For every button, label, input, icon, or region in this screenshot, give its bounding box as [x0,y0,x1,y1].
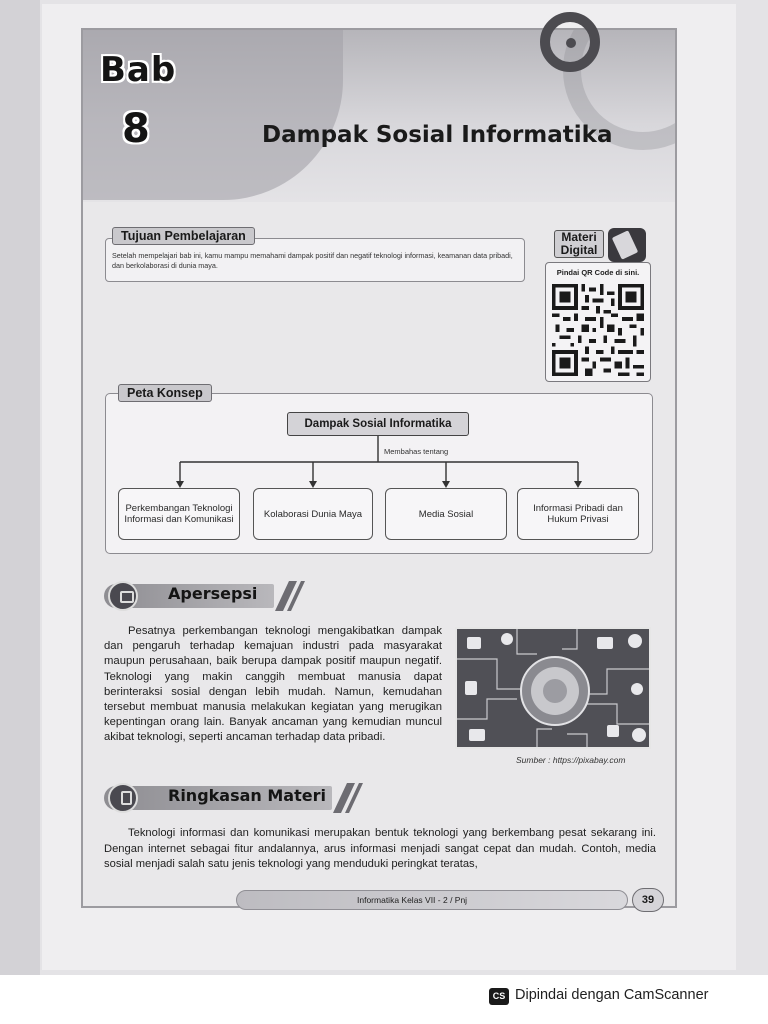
apersepsi-title: Apersepsi [168,584,258,603]
scan-shadow [0,0,40,975]
tujuan-text: Setelah mempelajari bab ini, kamu mampu memahami dampak positif dan negatif teknologi informasi, keamanan data pribadi, dan berkolaborasi di dunia maya. [112,251,513,270]
materi-label-line1: Materi [561,230,597,244]
book-icon [108,783,138,813]
briefcase-icon [108,581,138,611]
tujuan-label: Tujuan Pembelajaran [112,227,255,245]
technology-photo [455,627,651,749]
ringkasan-banner [104,783,364,811]
scanner-text: Dipindai dengan CamScanner [515,987,709,1003]
chapter-title: Dampak Sosial Informatika [262,122,613,148]
image-source-caption: Sumber : https://pixabay.com [516,755,626,765]
page-number: 39 [632,888,664,912]
concept-node: Media Sosial [385,488,507,540]
concept-connector-label: Membahas tentang [384,447,449,456]
concept-root: Dampak Sosial Informatika [287,412,469,436]
concept-node: Informasi Pribadi dan Hukum Privasi [517,488,639,540]
qr-code-icon[interactable] [552,284,644,376]
qr-caption: Pindai QR Code di sini. [556,268,640,277]
ringkasan-title: Ringkasan Materi [168,786,326,805]
book-glyph-icon [121,791,132,805]
materi-label-line2: Digital [560,243,598,257]
circuit-illustration [457,629,651,749]
ring-dot-icon [566,38,576,48]
concept-node: Perkembangan Teknologi Informasi dan Komunikasi [118,488,240,540]
concept-node: Kolaborasi Dunia Maya [253,488,373,540]
bab-label: Bab [100,50,177,90]
bab-number: 8 [122,106,150,152]
camscanner-logo-icon: CS [489,988,509,1005]
briefcase-glyph-icon [120,591,134,603]
apersepsi-paragraph: Pesatnya perkembangan teknologi mengakibatkan dampak dan pengaruh terhadap kemajuan industri pada masyarakat maupun perusahaan, baik berupa dampak positif maupun negatif. Teknologi yang makin canggih membuat manusia dapat berinteraksi sosial dengan lebih mudah. Namun, kemudahan tersebut membuat manusia melakukan kegiatan yang merugikan kepentingan orang lain. Banyak ancaman yang kemudian muncul akibat teknologi, seperti ancaman terhadap data pribadi. [104,625,442,744]
ringkasan-paragraph: Teknologi informasi dan komunikasi merupakan bentuk teknologi yang berkembang pesat sekarang ini. Dengan internet sebagai fitur andalannya, arus informasi menjadi sangat cepat dan mudah. Contoh, media sosial menjadi salah satu jenis teknologi yang menduduki peringkat teratas, [104,827,656,870]
apersepsi-banner [104,581,304,609]
materi-digital-label [554,230,604,258]
footer-book-title: Informatika Kelas VII - 2 / Pnj [357,895,468,905]
peta-konsep-label: Peta Konsep [118,384,212,402]
